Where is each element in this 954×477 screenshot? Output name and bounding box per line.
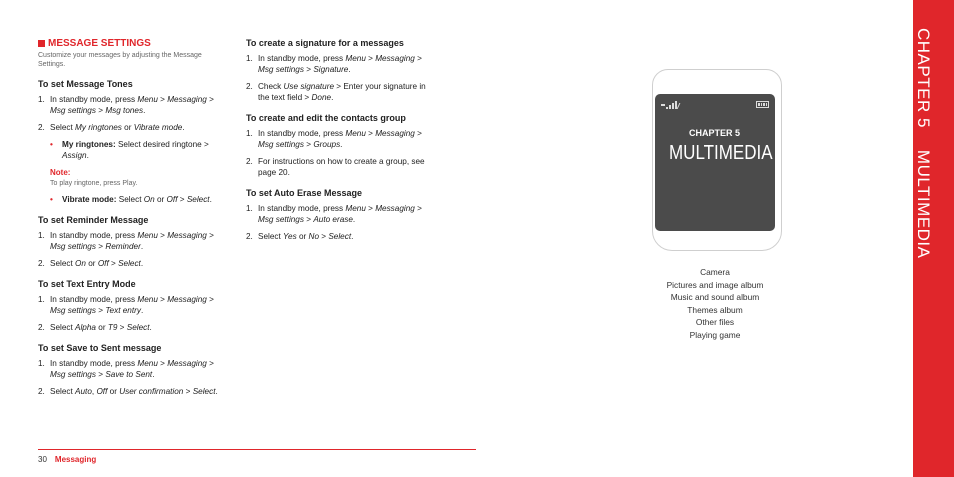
- chapter-side-label: CHAPTER 5MULTIMEDIA: [914, 28, 933, 259]
- step-2: 2. Check Use signature > Enter your signature in the text field > Done.: [246, 82, 426, 102]
- step-1: 1. In standby mode, press Menu > Messaging > Msg settings > Auto erase.: [246, 204, 422, 224]
- list-item: Playing game: [689, 329, 741, 340]
- step-1: 1. In standby mode, press Menu > Messaging > Msg settings > Signature.: [246, 54, 422, 74]
- list-item: Camera: [700, 267, 730, 277]
- note-text: To play ringtone, press Play.: [50, 180, 138, 187]
- bullet-my-ringtones: • My ringtones: Select desired ringtone > Assign.: [50, 140, 209, 160]
- step-1: 1. In standby mode, press Menu > Messaging > Msg settings > Msg tones.: [38, 95, 214, 115]
- signal-icon: [661, 100, 682, 109]
- step-2: 2. Select Alpha or T9 > Select.: [38, 323, 152, 332]
- heading-signature: To create a signature for a messages: [246, 38, 404, 48]
- step-2: 2. Select Auto, Off or User confirmation > Select.: [38, 387, 218, 396]
- left-column: [38, 38, 228, 403]
- step-2: 2. Select My ringtones or Vibrate mode.: [38, 123, 185, 132]
- middle-column: [246, 38, 436, 248]
- heading-text-entry: To set Text Entry Mode: [38, 279, 136, 289]
- heading-save-to-sent: To set Save to Sent message: [38, 343, 162, 353]
- footer-section: Messaging: [54, 455, 97, 464]
- status-bar: [661, 99, 769, 109]
- footer-rule: [38, 449, 476, 450]
- bullet-dot-icon: •: [50, 140, 53, 149]
- list-item: Themes album: [687, 304, 743, 315]
- bullet-vibrate-mode: • Vibrate mode: Select On or Off > Select.: [50, 195, 212, 204]
- chapter-side-band: [913, 0, 954, 477]
- step-2: 2. Select Yes or No > Select.: [246, 232, 354, 241]
- battery-icon: [756, 101, 769, 108]
- heading-reminder: To set Reminder Message: [38, 215, 149, 225]
- screen-chapter-label: CHAPTER 5: [689, 128, 741, 138]
- step-2: 2. For instructions on how to create a group, see page 20.: [246, 157, 425, 177]
- section-intro: Customize your messages by adjusting the Message Settings.: [38, 52, 202, 68]
- list-item: Pictures and image album: [666, 279, 764, 290]
- step-1: 1. In standby mode, press Menu > Messaging > Msg settings > Reminder.: [38, 231, 214, 251]
- step-2: 2. Select On or Off > Select.: [38, 259, 144, 268]
- screen-chapter-title: MULTIMEDIA: [669, 142, 773, 164]
- list-item: Other files: [695, 317, 735, 328]
- heading-message-tones: To set Message Tones: [38, 79, 133, 89]
- phone-screen: [655, 94, 775, 231]
- heading-auto-erase: To set Auto Erase Message: [246, 188, 363, 198]
- step-1: 1. In standby mode, press Menu > Messaging > Msg settings > Save to Sent.: [38, 359, 214, 379]
- note-title: Note:: [50, 168, 71, 177]
- step-1: 1. In standby mode, press Menu > Messaging > Msg settings > Groups.: [246, 129, 422, 149]
- square-bullet-icon: [38, 40, 45, 47]
- list-item: Music and sound album: [670, 292, 760, 303]
- page-number: 30: [38, 455, 47, 464]
- bullet-dot-icon: •: [50, 195, 53, 204]
- multimedia-menu-list: [640, 266, 790, 342]
- section-title: MESSAGE SETTINGS: [38, 38, 228, 49]
- step-1: 1. In standby mode, press Menu > Messaging > Msg settings > Text entry.: [38, 295, 214, 315]
- heading-contacts-group: To create and edit the contacts group: [246, 113, 406, 123]
- footer: [38, 455, 96, 464]
